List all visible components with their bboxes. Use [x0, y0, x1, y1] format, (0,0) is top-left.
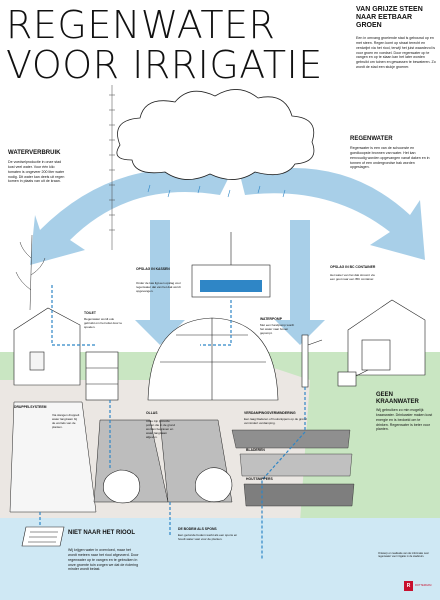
toilet-house	[14, 308, 80, 385]
label-verdampingsvermindering: VERDAMPINGSVERMINDERING	[244, 411, 296, 415]
body-regenwater: Regenwater is een van de schoonste en goedkoopste bronnen van water. Het kan eenvoudig worden opgevangen vanaf daken en in tonnen of een ondergrondse bak worden opgeslagen.	[350, 146, 430, 170]
arrow-right	[240, 168, 425, 260]
label-toilet: TOILET	[84, 311, 96, 315]
heading-niet-naar-riool: NIET NAAR HET RIOOL	[68, 530, 135, 536]
note-opslag-kassen: Onder de kas ligt een opslag voor regenwater dat van het dak wordt opgevangen.	[136, 281, 181, 293]
label-opslag-container: OPSLAG IN BC CONTAINER	[330, 265, 376, 269]
label-druppelsysteem: DRUPPELSYSTEEM	[14, 405, 47, 409]
note-druppelsysteem: Via slangen druppelt water langzaam bij de wortels van de planten.	[52, 413, 80, 429]
label-waterpomp: WATERPOMP	[260, 317, 282, 321]
heading-regenwater: REGENWATER	[350, 136, 393, 142]
rain-barrel	[86, 352, 118, 400]
label-houtsnippers: HOUTSNIPPERS	[246, 477, 273, 481]
heading-geen-kraanwater: GEEN KRAANWATER	[376, 392, 419, 405]
label-bladeren: BLADEREN	[246, 448, 265, 452]
heading-waterverbruik: WATERVERBRUIK	[8, 150, 61, 156]
ibc-container	[348, 300, 425, 375]
title-line2: VOOR IRRIGATIE	[6, 43, 323, 87]
storage-box	[192, 232, 270, 297]
cloud	[117, 89, 314, 179]
drain-grate	[22, 527, 64, 546]
note-verdampingsvermindering: Een laag bladeren of houtsnippers op de grond vermindert verdamping.	[244, 417, 307, 425]
note-toilet: Regenwater wordt ook gebruikt om het toilet door te spoelen.	[84, 317, 123, 329]
body-geen-kraanwater: Wij gebruiken zo min mogelijk kraanwater. Drinkwater maken kost energie en is bedoeld om te drinken. Regenwater is beter voor planten.	[376, 408, 433, 432]
label-opslag-kassen: OPSLAG IN KASSEN	[136, 267, 170, 271]
note-ollas: Ollas zijn poreuze potten die in de grond worden begraven en water langzaam afgeven.	[146, 419, 176, 439]
body-waterverbruik: De voedselproductie in onze stad kost veel water. Voor één kilo tomaten is ongeveer 200 liter water nodig. Dit water kan deels uit regen komen in plaats van uit de kraan.	[8, 160, 65, 184]
logo-mark: R	[404, 581, 413, 591]
rotterdam-logo	[404, 580, 436, 592]
water-band	[0, 518, 440, 600]
ruler	[109, 85, 115, 250]
label-ollas: OLLAS	[146, 411, 158, 415]
note-de-bodem: Een gezonde bodem werkt als een spons en houdt water vast voor de planten.	[178, 533, 238, 541]
credits: Ontwerp en realisatie van de informatie over regenwater voor irrigatie in de stadstuin.	[378, 552, 429, 559]
title-line1: REGENWATER	[6, 3, 276, 47]
logo-text: ROTTERDAM	[415, 583, 432, 587]
body-niet-naar-riool: Wij krijgen water in overvloed, maar het wordt meteen naar het riool afgevoerd. Door regenwater op te vangen en te gebruiken in onze groente tuin zorgen we dat de riolering minder wordt belast.	[68, 548, 139, 572]
label-de-bodem: DE BODEM ALS SPONS	[178, 527, 217, 531]
mulch-layers	[232, 430, 354, 506]
intro-text: Een in omvang groeiende stad is gebouwd op en met steen. Regen komt op straat terecht en verdwijnt via het riool, terwijl het juist waardevol is voor groen en voedsel. Door regenwater op te vangen en op te slaan kan het later worden gebruikt om tuinen en gewassen te bewateren. Zo wordt de stad een stukje groener.	[356, 36, 436, 70]
note-waterpomp: Met een handpomp wordt het water naar boven gepompt.	[260, 323, 295, 335]
subtitle: VAN GRIJZE STEEN NAAR EETBAAR GROEN	[356, 6, 423, 30]
note-opslag-container: Het water van het dak stroomt via een goot naar een IBC container.	[330, 273, 375, 281]
